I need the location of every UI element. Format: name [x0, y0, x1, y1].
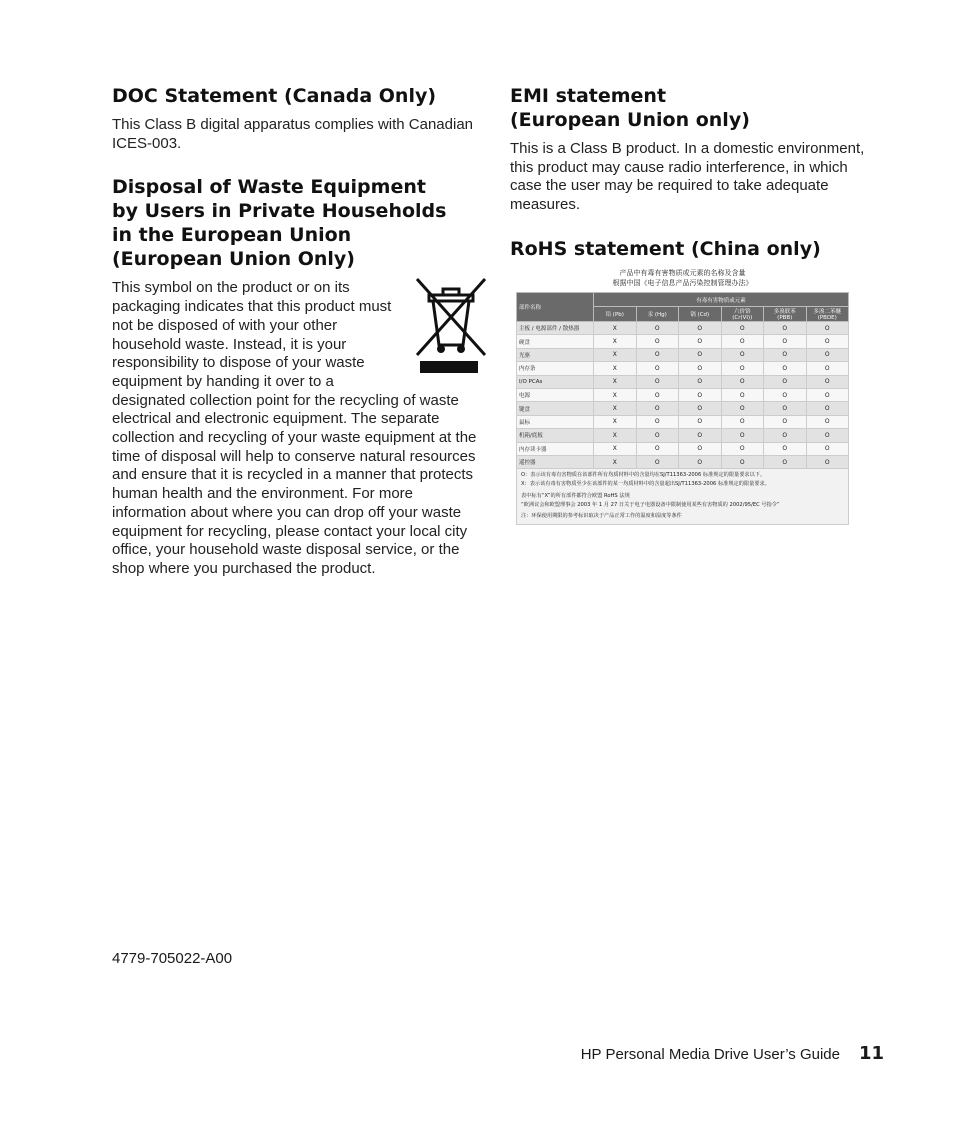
rohs-cell: O	[806, 415, 849, 428]
doc-statement-heading: DOC Statement (Canada Only)	[112, 85, 437, 107]
rohs-table-row	[517, 402, 849, 415]
rohs-cell: O	[636, 429, 679, 442]
rohs-cell: X	[594, 322, 637, 335]
rohs-cell: O	[679, 375, 722, 388]
rohs-cell: O	[721, 375, 764, 388]
rohs-cell: X	[594, 348, 637, 361]
rohs-cell: O	[764, 362, 807, 375]
rohs-cell: O	[636, 375, 679, 388]
guide-title: HP Personal Media Drive User’s Guide	[580, 1046, 840, 1063]
rohs-cell: O	[721, 348, 764, 361]
rohs-cell: O	[764, 429, 807, 442]
rohs-note: 注：环保使用期限的参考标识取决于产品正常工作的温度和湿度等条件	[521, 513, 682, 520]
rohs-substance-header: 多溴二苯醚 (PBDE)	[806, 307, 849, 322]
rohs-cell: X	[594, 388, 637, 401]
rohs-component-name: I/O PCAs	[517, 375, 594, 388]
rohs-cell: X	[594, 442, 637, 455]
rohs-table-row	[517, 455, 849, 468]
rohs-cell: O	[764, 348, 807, 361]
rohs-cell: O	[764, 375, 807, 388]
rohs-cell: O	[764, 455, 807, 468]
rohs-component-name: 内存条	[517, 362, 594, 375]
rohs-table	[516, 292, 849, 469]
rohs-table-row	[517, 362, 849, 375]
weee-heading: Disposal of Waste Equipment by Users in Private Households in the European Union (European Union Only)	[112, 176, 447, 271]
rohs-component-name: 遥控器	[517, 455, 594, 468]
doc-statement-text: This Class B digital apparatus complies with Canadian ICES-003.	[112, 116, 474, 152]
rohs-table-image	[516, 268, 849, 525]
rohs-substance-header: 镉 (Cd)	[679, 307, 722, 322]
weee-text: This symbol on the product or on its packaging indicates that this product must not be disposed of with your other household waste. Instead, it is your responsibility to dispose of your waste equipment by handing it over to a designated collection point for the recycling of waste electrical and electronic equipment. The separate collection and recycling of your waste equipment at the time of disposal will help to conserve natural resources and ensure that it is recycled in a manner that protects human health and the environment. For more information about where you can drop off your waste equipment for recycling, please contact your local city office, your household waste disposal service, or the shop where you purchased the product.	[112, 279, 477, 577]
rohs-cell: O	[806, 455, 849, 468]
rohs-cell: O	[721, 335, 764, 348]
rohs-cell: O	[806, 322, 849, 335]
rohs-substance-header: 铅 (Pb)	[594, 307, 637, 322]
rohs-cell: O	[679, 429, 722, 442]
rohs-cell: O	[721, 362, 764, 375]
rohs-cell: O	[806, 362, 849, 375]
rohs-component-name: 鼠标	[517, 415, 594, 428]
rohs-cell: O	[636, 455, 679, 468]
rohs-cell: O	[764, 442, 807, 455]
page-number: 11	[859, 1043, 885, 1064]
rohs-cell: O	[679, 402, 722, 415]
rohs-substance-header: 六价铬 (Cr(VI))	[721, 307, 764, 322]
rohs-cell: O	[679, 362, 722, 375]
rohs-table-row	[517, 388, 849, 401]
rohs-cell: O	[721, 455, 764, 468]
rohs-cell: O	[679, 322, 722, 335]
rohs-component-name: 光驱	[517, 348, 594, 361]
rohs-cell: O	[721, 429, 764, 442]
rohs-cell: O	[806, 442, 849, 455]
rohs-caption-line2: 根据中国《电子信息产品污染控制管理办法》	[612, 279, 753, 287]
rohs-note: 表中标有“X”的所有部件都符合欧盟 RoHS 法规	[521, 493, 630, 500]
rohs-cell: O	[636, 388, 679, 401]
rohs-substance-header: 多溴联苯 (PBB)	[764, 307, 807, 322]
rohs-component-name: 硬盘	[517, 335, 594, 348]
rohs-note: X：表示该有毒有害物质至少在该部件的某一均质材料中的含量超出SJ/T11363-2006 标准规定的限量要求。	[521, 481, 770, 488]
rohs-cell: O	[636, 348, 679, 361]
rohs-cell: O	[679, 415, 722, 428]
rohs-cell: O	[679, 388, 722, 401]
rohs-component-header: 部件名称	[517, 293, 594, 322]
weee-crossed-bin-icon	[413, 275, 491, 375]
rohs-cell: O	[806, 335, 849, 348]
rohs-component-name: 机箱/底板	[517, 429, 594, 442]
rohs-note: O：表示该有毒有害物质在该部件所有均质材料中的含量均在SJ/T11363-2006 标准规定的限量要求以下。	[521, 472, 766, 479]
rohs-table-row	[517, 322, 849, 335]
emi-statement-heading: EMI statement (European Union only)	[510, 85, 750, 131]
rohs-table-row	[517, 415, 849, 428]
rohs-cell: X	[594, 362, 637, 375]
rohs-caption-line1: 产品中有毒有害物质或元素的名称及含量	[619, 269, 746, 277]
rohs-cell: O	[764, 415, 807, 428]
rohs-substance-header: 汞 (Hg)	[636, 307, 679, 322]
rohs-component-name: 内存读卡器	[517, 442, 594, 455]
rohs-cell: O	[806, 375, 849, 388]
rohs-cell: O	[721, 322, 764, 335]
rohs-cell: X	[594, 375, 637, 388]
rohs-table-row	[517, 335, 849, 348]
rohs-cell: O	[679, 335, 722, 348]
rohs-cell: O	[806, 388, 849, 401]
rohs-cell: X	[594, 402, 637, 415]
rohs-group-header: 有毒有害物质或元素	[594, 293, 849, 307]
left-column	[112, 84, 487, 579]
document-number: 4779-705022-A00	[112, 950, 233, 967]
rohs-cell: O	[764, 335, 807, 348]
rohs-cell: O	[636, 402, 679, 415]
rohs-cell: O	[679, 455, 722, 468]
rohs-cell: O	[806, 348, 849, 361]
rohs-cell: O	[721, 388, 764, 401]
rohs-cell: O	[636, 335, 679, 348]
emi-statement-text: This is a Class B product. In a domestic environment, this product may cause radio interference, in which case the user may be required to take adequate measures.	[510, 140, 865, 214]
rohs-cell: O	[636, 322, 679, 335]
right-column	[510, 84, 875, 261]
rohs-statement-heading: RoHS statement (China only)	[510, 237, 821, 260]
rohs-cell: O	[764, 402, 807, 415]
rohs-component-name: 键盘	[517, 402, 594, 415]
weee-underline-bar	[420, 361, 478, 373]
rohs-table-row	[517, 442, 849, 455]
rohs-cell: O	[721, 402, 764, 415]
rohs-cell: O	[721, 415, 764, 428]
rohs-cell: O	[764, 388, 807, 401]
rohs-table-row	[517, 348, 849, 361]
rohs-cell: O	[806, 402, 849, 415]
rohs-table-row	[517, 429, 849, 442]
rohs-cell: O	[764, 322, 807, 335]
rohs-cell: O	[636, 415, 679, 428]
rohs-component-name: 电源	[517, 388, 594, 401]
rohs-table-row	[517, 375, 849, 388]
rohs-cell: O	[806, 429, 849, 442]
rohs-note: “欧洲议会和欧盟理事会 2003 年 1 月 27 日关于电子电器设备中限制使用某些有害物质的 2002/95/EC 号指令”	[521, 502, 780, 509]
rohs-cell: X	[594, 415, 637, 428]
rohs-cell: X	[594, 429, 637, 442]
rohs-component-name: 主板 / 电源部件 / 散热器	[517, 322, 594, 335]
rohs-notes	[516, 469, 849, 525]
rohs-cell: O	[636, 362, 679, 375]
rohs-cell: O	[636, 442, 679, 455]
rohs-cell: X	[594, 455, 637, 468]
rohs-cell: O	[721, 442, 764, 455]
rohs-cell: O	[679, 442, 722, 455]
rohs-cell: O	[679, 348, 722, 361]
rohs-cell: X	[594, 335, 637, 348]
